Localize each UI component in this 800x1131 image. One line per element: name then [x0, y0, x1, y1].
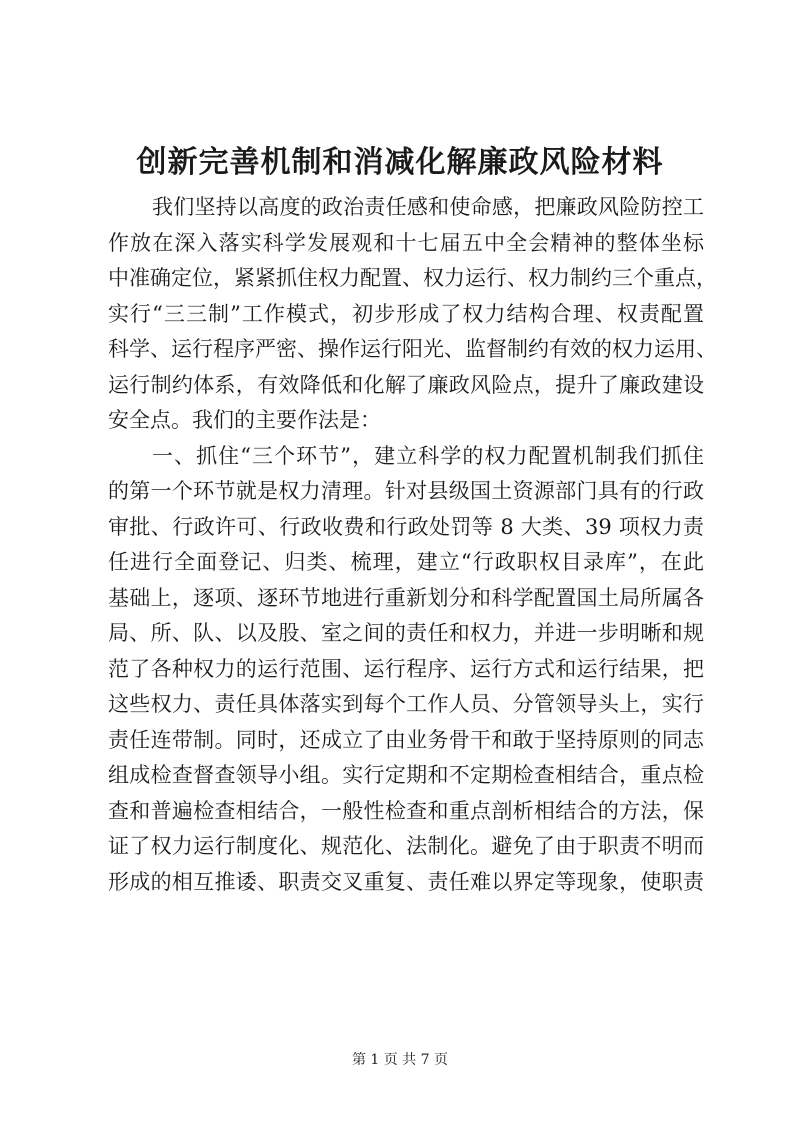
paragraph-line: 组成检查督查领导小组。实行定期和不定期检查相结合，重点检 [108, 763, 704, 787]
paragraph-line: 我们坚持以高度的政治责任感和使命感，把廉政风险防控工 [152, 195, 704, 219]
paragraph-line: 实行“三三制”工作模式，初步形成了权力结构合理、权责配置 [108, 301, 704, 326]
document-body [108, 190, 717, 900]
paragraph-line: 形成的相互推诿、职责交叉重复、责任难以界定等现象，使职责 [108, 869, 704, 894]
paragraph-line: 的第一个环节就是权力清理。针对县级国土资源部门具有的行政 [108, 479, 704, 503]
paragraph-line: 作放在深入落实科学发展观和十七届五中全会精神的整体坐标 [108, 230, 704, 255]
paragraph-line: 责任连带制。同时，还成立了由业务骨干和敢于坚持原则的同志 [108, 727, 704, 752]
paragraph-line: 运行制约体系，有效降低和化解了廉政风险点，提升了廉政建设 [108, 372, 704, 397]
paragraph-line: 一、抓住“三个环节”，建立科学的权力配置机制我们抓住 [152, 443, 704, 468]
paragraph-line: 查和普遍检查相结合，一般性检查和重点剖析相结合的方法，保 [108, 798, 704, 823]
paragraph-line: 审批、行政许可、行政收费和行政处罚等 8 大类、39 项权力责 [108, 514, 704, 539]
paragraph-line: 安全点。我们的主要作法是： [108, 408, 381, 432]
paragraph-line: 任进行全面登记、归类、梳理，建立“行政职权目录库”，在此 [108, 550, 704, 574]
document-title: 创新完善机制和消减化解廉政风险材料 [136, 145, 664, 180]
paragraph-line: 这些权力、责任具体落实到每个工作人员、分管领导头上，实行 [108, 692, 704, 716]
paragraph-line: 基础上，逐项、逐环节地进行重新划分和科学配置国土局所属各 [108, 585, 704, 610]
paragraph-line: 中准确定位，紧紧抓住权力配置、权力运行、权力制约三个重点， [108, 266, 717, 290]
paragraph-line: 证了权力运行制度化、规范化、法制化。避免了由于职责不明而 [108, 834, 704, 858]
paragraph-line: 范了各种权力的运行范围、运行程序、运行方式和运行结果，把 [108, 656, 704, 681]
paragraph-line: 局、所、队、以及股、室之间的责任和权力，并进一步明晰和规 [108, 621, 704, 645]
page-number-footer: 第 1 页 共 7 页 [351, 1052, 449, 1068]
paragraph-line: 科学、运行程序严密、操作运行阳光、监督制约有效的权力运用、 [108, 337, 717, 361]
